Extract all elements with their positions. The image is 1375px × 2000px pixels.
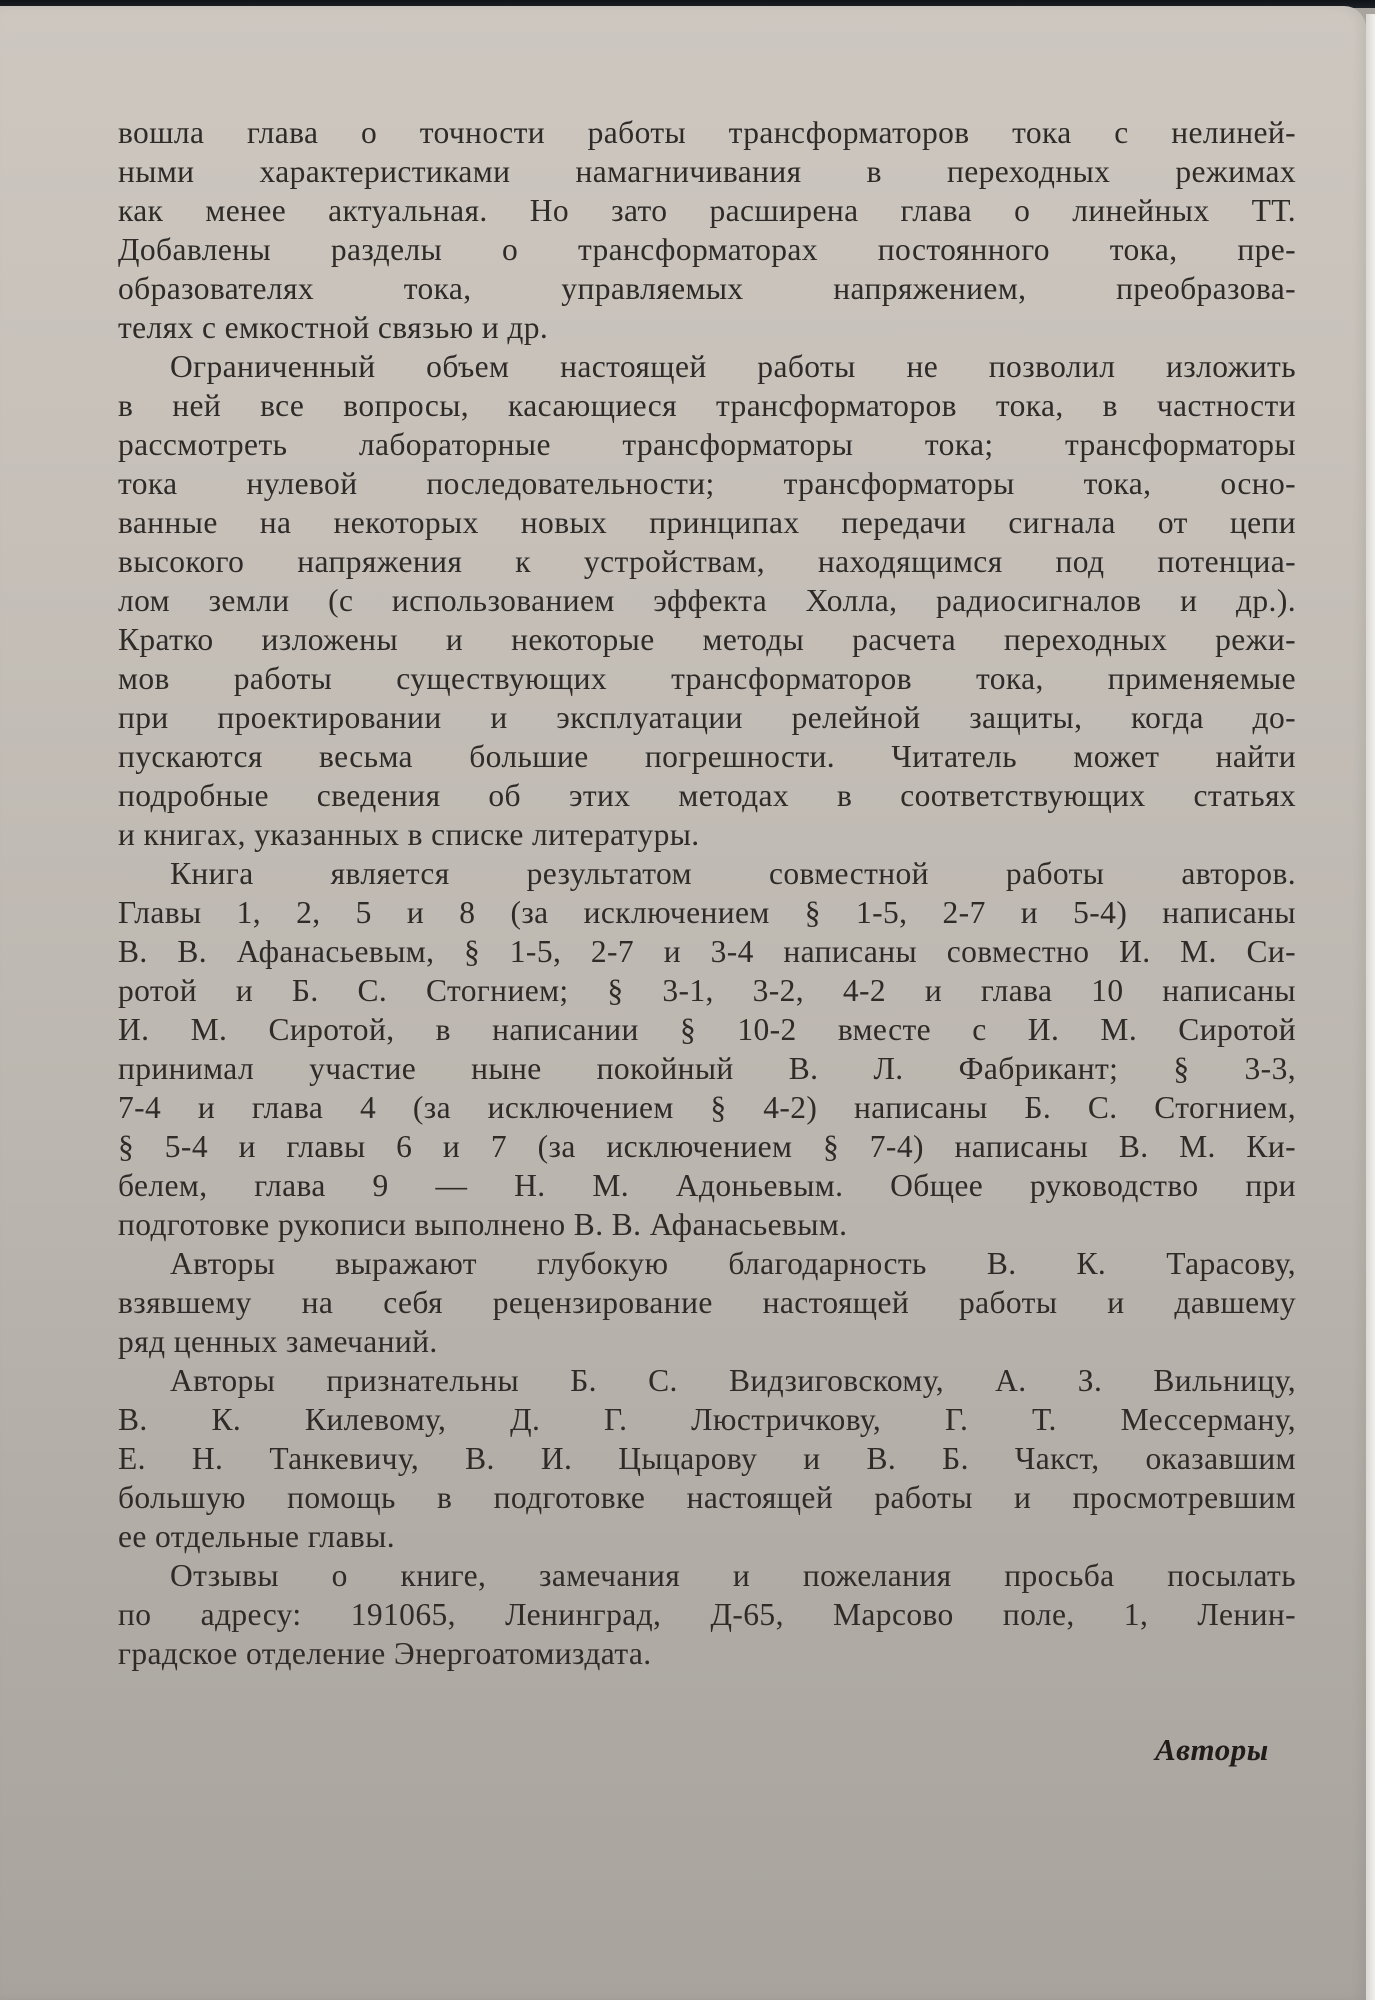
text-line: Е. Н. Танкевичу, В. И. Цыцарову и В. Б. Чакст, оказавшим [118, 1441, 1296, 1476]
text-line: мов работы существующих трансформаторов тока, применяемые [118, 661, 1296, 696]
text-line: Отзывы о книге, замечания и пожелания просьба посылать [170, 1558, 1296, 1593]
paragraph [118, 1556, 1296, 1673]
text-line: Кратко изложены и некоторые методы расчета переходных режи- [118, 622, 1296, 657]
text-line: тока нулевой последовательности; трансформаторы тока, осно- [118, 466, 1296, 501]
text-line: высокого напряжения к устройствам, находящимся под потенциа- [118, 544, 1296, 579]
text-line: телях с емкостной связью и др. [118, 310, 549, 345]
text-line: рассмотреть лабораторные трансформаторы тока; трансформаторы [118, 427, 1296, 462]
paragraph [118, 347, 1296, 854]
text-line: ными характеристиками намагничивания в переходных режимах [118, 154, 1296, 189]
text-line: ее отдельные главы. [118, 1519, 396, 1554]
text-line: подготовке рукописи выполнено В. В. Афанасьевым. [118, 1207, 848, 1242]
text-line: вошла глава о точности работы трансформаторов тока с нелиней- [118, 115, 1296, 150]
text-line: при проектировании и эксплуатации релейной защиты, когда до- [118, 700, 1296, 735]
text-line: принимал участие ныне покойный В. Л. Фабрикант; § 3-3, [118, 1051, 1296, 1086]
paragraph [118, 854, 1296, 1244]
text-line: Авторы признательны Б. С. Видзиговскому, А. З. Вильницу, [170, 1363, 1296, 1398]
text-line: Добавлены разделы о трансформаторах постоянного тока, пре- [118, 232, 1296, 267]
text-line: образователях тока, управляемых напряжением, преобразова- [118, 271, 1296, 306]
text-line: по адресу: 191065, Ленинград, Д-65, Марсово поле, 1, Ленин- [118, 1597, 1296, 1632]
text-line: ванные на некоторых новых принципах передачи сигнала от цепи [118, 505, 1296, 540]
text-line: Ограниченный объем настоящей работы не позволил изложить [170, 349, 1296, 384]
text-line: 7-4 и глава 4 (за исключением § 4-2) написаны Б. С. Стогнием, [118, 1090, 1296, 1125]
text-line: большую помощь в подготовке настоящей работы и просмотревшим [118, 1480, 1296, 1515]
text-line: В. К. Килевому, Д. Г. Люстричкову, Г. Т. Мессерману, [118, 1402, 1296, 1437]
text-line: подробные сведения об этих методах в соответствующих статьях [118, 778, 1296, 813]
text-line: как менее актуальная. Но зато расширена глава о линейных ТТ. [118, 193, 1296, 228]
text-line: пускаются весьма большие погрешности. Читатель может найти [118, 739, 1296, 774]
text-line: ротой и Б. С. Стогнием; § 3-1, 3-2, 4-2 и глава 10 написаны [118, 973, 1296, 1008]
text-line: Авторы выражают глубокую благодарность В. К. Тарасову, [170, 1246, 1296, 1281]
text-line: И. М. Сиротой, в написании § 10-2 вместе с И. М. Сиротой [118, 1012, 1296, 1047]
text-line: Книга является результатом совместной работы авторов. [170, 856, 1296, 891]
text-line: и книгах, указанных в списке литературы. [118, 817, 700, 852]
text-line: белем, глава 9 — Н. М. Адоньевым. Общее руководство при [118, 1168, 1296, 1203]
page-body-text [118, 113, 1296, 1673]
page-edge [1366, 14, 1375, 2000]
text-line: в ней все вопросы, касающиеся трансформаторов тока, в частности [118, 388, 1296, 423]
paragraph [118, 113, 1296, 347]
paragraph [118, 1244, 1296, 1361]
text-line: § 5-4 и главы 6 и 7 (за исключением § 7-4) написаны В. М. Ки- [118, 1129, 1296, 1164]
text-line: В. В. Афанасьевым, § 1-5, 2-7 и 3-4 написаны совместно И. М. Си- [118, 934, 1296, 969]
text-line: взявшему на себя рецензирование настоящей работы и давшему [118, 1285, 1296, 1320]
text-line: градское отделение Энергоатомиздата. [118, 1636, 652, 1671]
signature-authors: Авторы [1155, 1732, 1269, 1767]
text-line: лом земли (с использованием эффекта Холла, радиосигналов и др.). [118, 583, 1296, 618]
text-line: ряд ценных замечаний. [118, 1324, 438, 1359]
text-line: Главы 1, 2, 5 и 8 (за исключением § 1-5, 2-7 и 5-4) написаны [118, 895, 1296, 930]
paragraph [118, 1361, 1296, 1556]
